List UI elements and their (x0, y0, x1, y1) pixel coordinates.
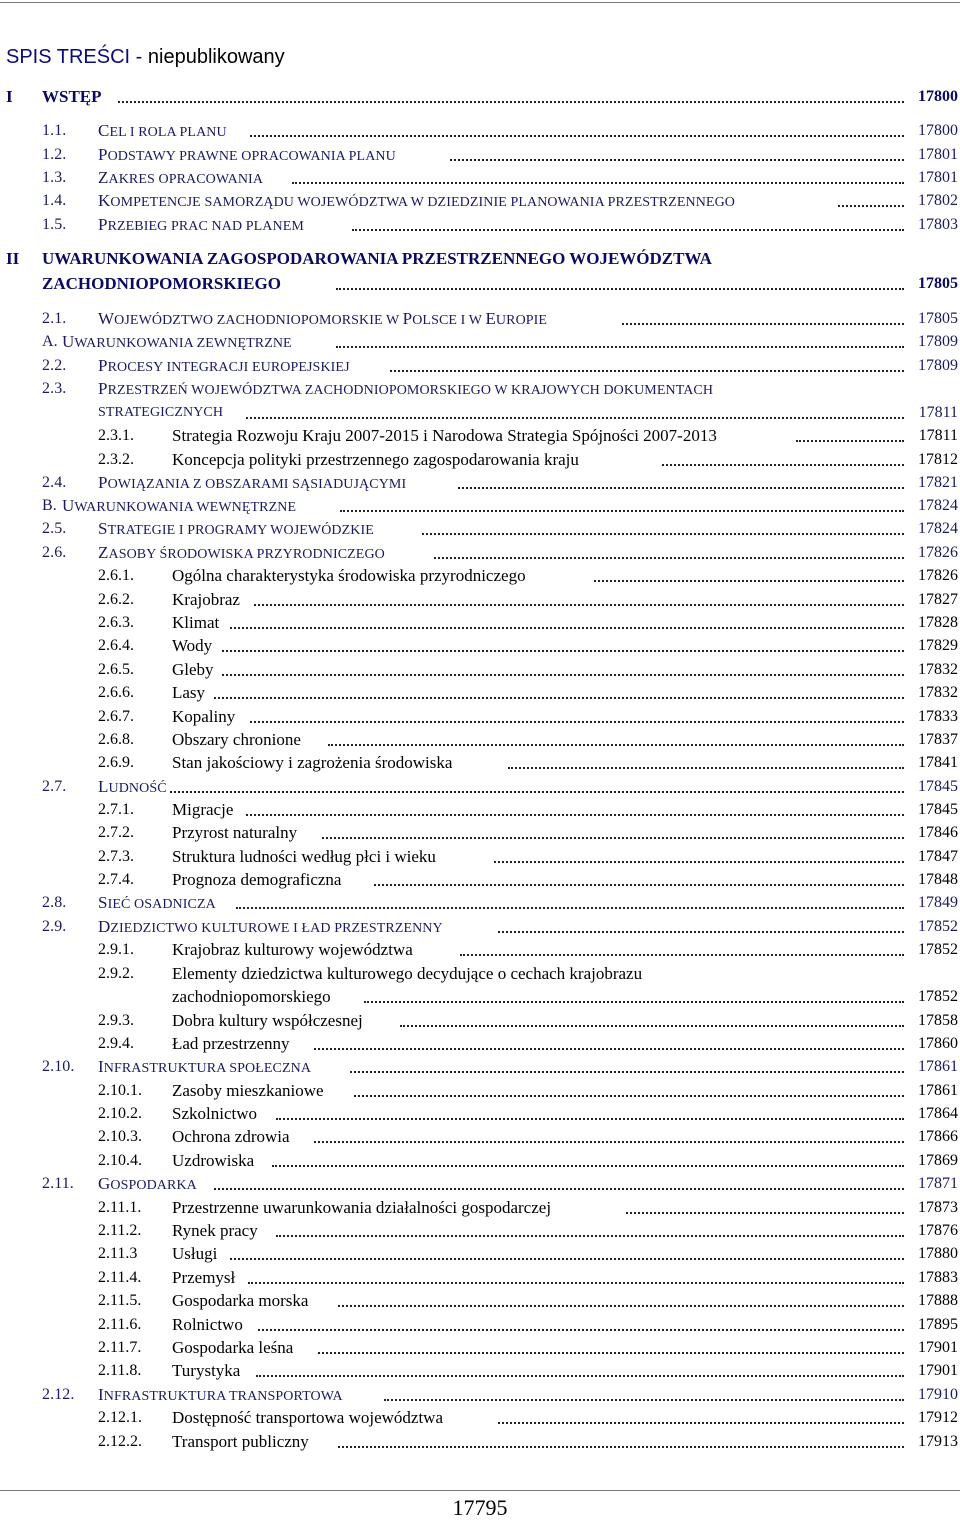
toc-entry-2-12-2[interactable] (0, 1431, 960, 1453)
toc-entry-2-1[interactable] (0, 308, 960, 330)
entry-page: 17829 (918, 637, 958, 654)
toc-entry-1-5[interactable] (0, 214, 960, 236)
entry-page: 17845 (918, 801, 958, 818)
entry-title: PRZESTRZEŃ WOJEWÓDZTWA ZACHODNIOPOMORSKIEGO W KRAJOWYCH DOKUMENTACH (98, 379, 714, 398)
entry-title: UWARUNKOWANIA ZAGOSPODAROWANIA PRZESTRZENNEGO WOJEWÓDZTWA (42, 249, 712, 268)
entry-number: 2.7.1. (98, 801, 134, 818)
dot-leader (276, 1118, 904, 1120)
entry-title: Przestrzenne uwarunkowania działalności gospodarczej (172, 1198, 552, 1217)
entry-number: 2.11.5. (98, 1292, 142, 1309)
toc-entry-2-2[interactable] (0, 355, 960, 377)
toc-entry-2-11-7[interactable] (0, 1337, 960, 1359)
toc-entry-2-3-line2[interactable] (0, 402, 960, 424)
footer-rule (0, 1490, 960, 1491)
toc-entry-2-6-8[interactable] (0, 729, 960, 751)
top-rule (0, 2, 960, 3)
toc-entry-2-11-8[interactable] (0, 1360, 960, 1382)
entry-number: 2.12.1. (98, 1409, 142, 1426)
toc-entry-2-10-4[interactable] (0, 1150, 960, 1172)
entry-number: 2.7.3. (98, 848, 134, 865)
toc-entry-2-10-2[interactable] (0, 1103, 960, 1125)
dot-leader (340, 510, 904, 512)
entry-title: WOJEWÓDZTWO ZACHODNIOPOMORSKIE W POLSCE I W EUROPIE (98, 309, 548, 328)
dot-leader (258, 1329, 904, 1331)
toc-entry-2-6-4[interactable] (0, 635, 960, 657)
entry-page: 17801 (918, 146, 958, 163)
toc-entry-2-7-2[interactable] (0, 822, 960, 844)
toc-entry-2-11-3[interactable] (0, 1243, 960, 1265)
entry-page: 17821 (918, 474, 958, 491)
toc-entry-2-3-1[interactable] (0, 425, 960, 447)
dot-leader (336, 288, 904, 290)
entry-page: 17811 (918, 427, 958, 444)
entry-title-continued: STRATEGICZNYCH (98, 405, 224, 420)
entry-number: 2.10.1. (98, 1082, 142, 1099)
entry-number: 2.6.9. (98, 754, 134, 771)
dot-leader (250, 721, 904, 723)
entry-title-continued: ZACHODNIOPOMORSKIEGO (42, 274, 281, 293)
title-suffix: niepublikowany (147, 46, 285, 68)
toc-entry-chapter-2-line2[interactable] (0, 273, 960, 295)
title-main: SPIS TREŚCI - (6, 46, 148, 68)
entry-page: 17852 (918, 988, 958, 1005)
entry-title: INFRASTRUKTURA SPOŁECZNA (98, 1057, 312, 1076)
entry-page: 17803 (918, 216, 958, 233)
toc-entry-2-9-1[interactable] (0, 939, 960, 961)
toc-entry-2-3-2[interactable] (0, 449, 960, 471)
entry-title: SIEĆ OSADNICZA (98, 893, 216, 912)
entry-page: 17912 (918, 1409, 958, 1426)
entry-title: Zasoby mieszkaniowe (172, 1081, 324, 1100)
entry-page: 17858 (918, 1012, 958, 1029)
entry-number: 2.10.3. (98, 1128, 142, 1145)
entry-title: Dobra kultury współczesnej (172, 1011, 363, 1030)
entry-number: 2.9.3. (98, 1012, 134, 1029)
toc-entry-2-11[interactable] (0, 1173, 960, 1195)
entry-number: 2.11.7. (98, 1339, 142, 1356)
document-title (6, 46, 285, 69)
entry-title: Przemysł (172, 1268, 236, 1287)
toc-entry-2-9-2-line1[interactable] (0, 963, 960, 985)
entry-page: 17837 (918, 731, 958, 748)
entry-number: 1.5. (42, 216, 67, 233)
entry-page: 17860 (918, 1035, 958, 1052)
entry-page: 17809 (918, 333, 958, 350)
entry-page: 17824 (918, 520, 958, 537)
toc-entry-a[interactable] (0, 331, 960, 353)
toc-entry-2-3-line1[interactable] (0, 378, 960, 400)
entry-page: 17805 (918, 310, 958, 327)
entry-title: Turystyka (172, 1361, 241, 1380)
entry-title: Elementy dziedzictwa kulturowego decydujące o cechach krajobrazu (172, 964, 643, 983)
toc-entry-2-10-1[interactable] (0, 1080, 960, 1102)
entry-page: 17832 (918, 661, 958, 678)
entry-page: 17910 (918, 1386, 958, 1403)
dot-leader (248, 1282, 904, 1284)
entry-number: 2.6.5. (98, 661, 134, 678)
entry-title: UWARUNKOWANIA ZEWNĘTRZNE (62, 332, 292, 351)
toc-entry-2-11-2[interactable] (0, 1220, 960, 1242)
entry-number: 2.9.4. (98, 1035, 134, 1052)
dot-leader (384, 1399, 904, 1401)
dot-leader (276, 1235, 904, 1237)
dot-leader (222, 674, 904, 676)
entry-page: 17849 (918, 894, 958, 911)
toc-entry-2-6-7[interactable] (0, 706, 960, 728)
dot-leader (272, 1165, 904, 1167)
entry-number: 2.12. (42, 1386, 75, 1403)
dot-leader (498, 931, 904, 933)
toc-entry-2-7-4[interactable] (0, 869, 960, 891)
dot-leader (350, 1071, 904, 1073)
entry-title: Stan jakościowy i zagrożenia środowiska (172, 753, 453, 772)
dot-leader (622, 323, 904, 325)
entry-title: UWARUNKOWANIA WEWNĘTRZNE (62, 496, 297, 515)
dot-leader (318, 1352, 904, 1354)
entry-page: 17866 (918, 1128, 958, 1145)
dot-leader (364, 1001, 904, 1003)
entry-page: 17833 (918, 708, 958, 725)
entry-number: I (6, 87, 13, 106)
toc-entry-b[interactable] (0, 495, 960, 517)
entry-title: Koncepcja polityki przestrzennego zagospodarowania kraju (172, 450, 579, 469)
dot-leader (214, 697, 904, 699)
entry-number: 2.6. (42, 544, 67, 561)
entry-title: Ogólna charakterystyka środowiska przyrodniczego (172, 566, 526, 585)
entry-number: 2.5. (42, 520, 67, 537)
entry-number: 1.3. (42, 169, 67, 186)
toc-entry-2-12[interactable] (0, 1384, 960, 1406)
entry-page: 17913 (918, 1433, 958, 1450)
dot-leader (338, 1305, 904, 1307)
entry-page: 17828 (918, 614, 958, 631)
dot-leader (230, 627, 904, 629)
entry-title: INFRASTRUKTURA TRANSPORTOWA (98, 1385, 343, 1404)
entry-number: 2.6.6. (98, 684, 134, 701)
entry-page: 17801 (918, 169, 958, 186)
entry-number: 2.10.2. (98, 1105, 142, 1122)
entry-number: 2.10.4. (98, 1152, 142, 1169)
dot-leader (352, 229, 904, 231)
dot-leader (662, 464, 904, 466)
toc-entry-2-11-4[interactable] (0, 1267, 960, 1289)
entry-page: 17845 (918, 778, 958, 795)
dot-leader (374, 884, 904, 886)
entry-number: A. (42, 333, 58, 350)
entry-page: 17876 (918, 1222, 958, 1239)
entry-number: 2.11. (42, 1175, 74, 1192)
entry-title: Szkolnictwo (172, 1104, 257, 1123)
entry-number: 2.3. (42, 380, 67, 397)
entry-title: Ochrona zdrowia (172, 1127, 290, 1146)
toc-entry-2-6-9[interactable] (0, 752, 960, 774)
entry-page: 17888 (918, 1292, 958, 1309)
dot-leader (250, 135, 904, 137)
entry-number: 2.6.2. (98, 591, 134, 608)
toc-entry-2-10[interactable] (0, 1056, 960, 1078)
entry-page: 17802 (918, 192, 958, 209)
entry-number: 2.6.8. (98, 731, 134, 748)
entry-title: Struktura ludności według płci i wieku (172, 847, 436, 866)
dot-leader (292, 182, 904, 184)
toc-entry-2-9-2-line2[interactable] (0, 986, 960, 1008)
entry-title: Klimat (172, 613, 220, 632)
entry-title: Gleby (172, 660, 214, 679)
entry-page: 17864 (918, 1105, 958, 1122)
entry-page: 17846 (918, 824, 958, 841)
entry-title: Transport publiczny (172, 1432, 309, 1451)
entry-number: 2.11.6. (98, 1316, 142, 1333)
dot-leader (626, 1212, 904, 1214)
entry-number: 2.10. (42, 1058, 75, 1075)
entry-title: PROCESY INTEGRACJI EUROPEJSKIEJ (98, 356, 350, 375)
dot-leader (508, 767, 904, 769)
entry-number: 2.3.1. (98, 427, 134, 444)
toc-entry-2-7-1[interactable] (0, 799, 960, 821)
toc-entry-chapter-2-line1[interactable] (0, 248, 960, 270)
toc-entry-2-9-4[interactable] (0, 1033, 960, 1055)
dot-leader (434, 557, 904, 559)
dot-leader (390, 370, 904, 372)
dot-leader (594, 580, 904, 582)
dot-leader (314, 1141, 904, 1143)
entry-title: KOMPETENCJE SAMORZĄDU WOJEWÓDZTWA W DZIEDZINIE PLANOWANIA PRZESTRZENNEGO (98, 191, 736, 210)
entry-number: 2.11.4. (98, 1269, 142, 1286)
entry-page: 17869 (918, 1152, 958, 1169)
toc-entry-2-6-3[interactable] (0, 612, 960, 634)
dot-leader (450, 159, 904, 161)
entry-number: 2.1. (42, 310, 67, 327)
dot-leader (498, 1422, 904, 1424)
entry-number: 1.1. (42, 122, 67, 139)
toc-entry-2-7[interactable] (0, 776, 960, 798)
toc-entry-2-11-6[interactable] (0, 1314, 960, 1336)
toc-entry-2-6-2[interactable] (0, 589, 960, 611)
entry-number: 1.2. (42, 146, 67, 163)
entry-title: Krajobraz (172, 590, 240, 609)
entry-page: 17827 (918, 591, 958, 608)
dot-leader (236, 907, 904, 909)
dot-leader (314, 1048, 904, 1050)
entry-page: 17848 (918, 871, 958, 888)
entry-page: 17809 (918, 357, 958, 374)
entry-number: 2.4. (42, 474, 67, 491)
entry-title: LUDNOŚĆ (98, 777, 167, 796)
entry-page: 17852 (918, 941, 958, 958)
toc-entry-1-1[interactable] (0, 120, 960, 142)
entry-title-continued: zachodniopomorskiego (172, 987, 331, 1006)
entry-number: 2.6.1. (98, 567, 134, 584)
entry-number: 2.6.4. (98, 637, 134, 654)
entry-number: II (6, 249, 20, 268)
toc-entry-2-6-1[interactable] (0, 565, 960, 587)
entry-title: Rynek pracy (172, 1221, 258, 1240)
toc-entry-1-2[interactable] (0, 144, 960, 166)
entry-number: 2.2. (42, 357, 67, 374)
entry-page: 17901 (918, 1362, 958, 1379)
entry-page: 17895 (918, 1316, 958, 1333)
entry-title: Krajobraz kulturowy województwa (172, 940, 413, 959)
entry-number: 2.9. (42, 918, 67, 935)
dot-leader (460, 954, 904, 956)
toc-entry-chapter-1[interactable] (0, 86, 960, 108)
entry-title: Ład przestrzenny (172, 1034, 290, 1053)
entry-number: 2.12.2. (98, 1433, 142, 1450)
entry-title: GOSPODARKA (98, 1174, 197, 1193)
dot-leader (214, 1188, 904, 1190)
entry-title: Przyrost naturalny (172, 823, 298, 842)
entry-number: 2.11.1. (98, 1199, 142, 1216)
entry-title: STRATEGIE I PROGRAMY WOJEWÓDZKIE (98, 519, 374, 538)
entry-title: WSTĘP (42, 87, 102, 106)
entry-title: DZIEDZICTWO KULTUROWE I ŁAD PRZESTRZENNY (98, 917, 443, 936)
entry-page: 17861 (918, 1082, 958, 1099)
dot-leader (354, 1095, 904, 1097)
entry-page: 17847 (918, 848, 958, 865)
entry-page: 17826 (918, 567, 958, 584)
entry-number: 2.11.2. (98, 1222, 142, 1239)
entry-page: 17873 (918, 1199, 958, 1216)
dot-leader (494, 861, 904, 863)
entry-number: 2.3.2. (98, 451, 134, 468)
entry-page: 17805 (918, 275, 958, 292)
entry-number: 2.8. (42, 894, 67, 911)
dot-leader (338, 1446, 904, 1448)
entry-title: Wody (172, 636, 213, 655)
dot-leader (118, 101, 904, 103)
toc-entry-2-5[interactable] (0, 518, 960, 540)
entry-title: Dostępność transportowa województwa (172, 1408, 443, 1427)
entry-title: ZAKRES OPRACOWANIA (98, 168, 264, 187)
entry-number: B. (42, 497, 57, 514)
toc-entry-1-4[interactable] (0, 190, 960, 212)
entry-number: 2.9.2. (98, 965, 134, 982)
entry-number: 2.7. (42, 778, 67, 795)
toc-entry-2-6[interactable] (0, 542, 960, 564)
entry-title: CEL I ROLA PLANU (98, 121, 227, 140)
toc-entry-2-9[interactable] (0, 916, 960, 938)
entry-number: 2.9.1. (98, 941, 134, 958)
entry-title: Usługi (172, 1244, 218, 1263)
entry-number: 2.6.3. (98, 614, 134, 631)
dot-leader (230, 1258, 904, 1260)
entry-number: 2.7.2. (98, 824, 134, 841)
entry-page: 17841 (918, 754, 958, 771)
toc-entry-2-11-5[interactable] (0, 1290, 960, 1312)
entry-page: 17826 (918, 544, 958, 561)
entry-title: Gospodarka morska (172, 1291, 309, 1310)
entry-page: 17861 (918, 1058, 958, 1075)
entry-title: Prognoza demograficzna (172, 870, 342, 889)
toc-entry-2-6-6[interactable] (0, 682, 960, 704)
footer-page-number: 17795 (452, 1495, 508, 1520)
entry-page: 17880 (918, 1245, 958, 1262)
dot-leader (170, 791, 904, 793)
toc-entry-2-9-3[interactable] (0, 1010, 960, 1032)
entry-page: 17800 (918, 122, 958, 139)
entry-title: PODSTAWY PRAWNE OPRACOWANIA PLANU (98, 145, 396, 164)
dot-leader (328, 744, 904, 746)
entry-title: Obszary chronione (172, 730, 301, 749)
dot-leader (246, 814, 904, 816)
entry-page: 17883 (918, 1269, 958, 1286)
entry-title: Gospodarka leśna (172, 1338, 294, 1357)
dot-leader (838, 205, 904, 207)
toc-entry-2-10-3[interactable] (0, 1126, 960, 1148)
dot-leader (322, 837, 904, 839)
entry-title: Strategia Rozwoju Kraju 2007-2015 i Narodowa Strategia Spójności 2007-2013 (172, 426, 717, 445)
entry-page: 17852 (918, 918, 958, 935)
dot-leader (422, 533, 904, 535)
dot-leader (458, 487, 904, 489)
dot-leader (254, 604, 904, 606)
entry-number: 2.6.7. (98, 708, 134, 725)
entry-page: 17811 (918, 404, 958, 421)
toc-entry-2-11-1[interactable] (0, 1197, 960, 1219)
dot-leader (246, 417, 904, 419)
entry-title: Kopaliny (172, 707, 236, 726)
dot-leader (336, 346, 904, 348)
toc-entry-2-12-1[interactable] (0, 1407, 960, 1429)
entry-page: 17824 (918, 497, 958, 514)
entry-number: 2.11.3 (98, 1245, 138, 1262)
dot-leader (222, 650, 904, 652)
entry-number: 1.4. (42, 192, 67, 209)
entry-title: Lasy (172, 683, 206, 702)
entry-page: 17800 (918, 88, 958, 105)
dot-leader (796, 440, 904, 442)
entry-page: 17812 (918, 451, 958, 468)
entry-title: Migracje (172, 800, 234, 819)
toc-entry-1-3[interactable] (0, 167, 960, 189)
entry-title: PRZEBIEG PRAC NAD PLANEM (98, 215, 304, 234)
entry-title: ZASOBY ŚRODOWISKA PRZYRODNICZEGO (98, 543, 385, 562)
entry-title: POWIĄZANIA Z OBSZARAMI SĄSIADUJĄCYMI (98, 473, 407, 492)
entry-number: 2.7.4. (98, 871, 134, 888)
toc-entry-2-4[interactable] (0, 472, 960, 494)
entry-title: Rolnictwo (172, 1315, 243, 1334)
entry-page: 17901 (918, 1339, 958, 1356)
toc-entry-2-8[interactable] (0, 892, 960, 914)
dot-leader (256, 1375, 904, 1377)
toc-entry-2-7-3[interactable] (0, 846, 960, 868)
entry-number: 2.11.8. (98, 1362, 142, 1379)
entry-page: 17871 (918, 1175, 958, 1192)
dot-leader (400, 1025, 904, 1027)
toc-entry-2-6-5[interactable] (0, 659, 960, 681)
entry-title: Uzdrowiska (172, 1151, 255, 1170)
entry-page: 17832 (918, 684, 958, 701)
